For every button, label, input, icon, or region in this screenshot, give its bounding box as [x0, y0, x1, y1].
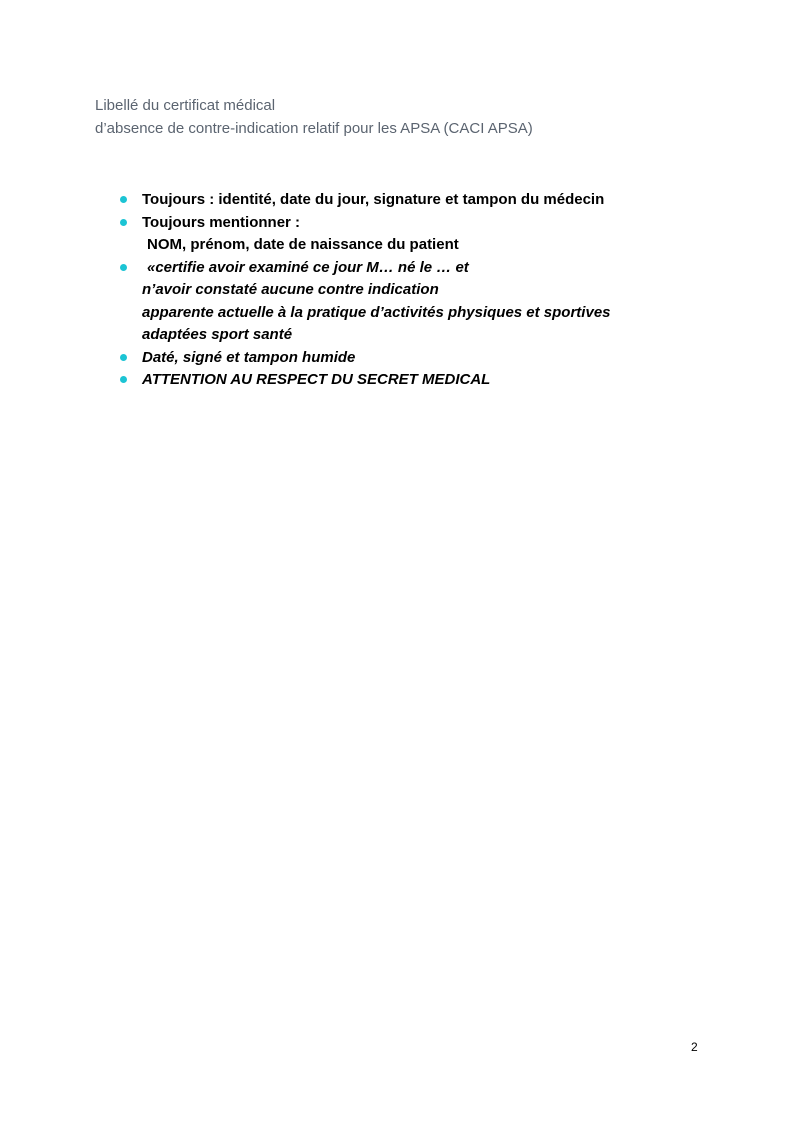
bullet-dot-icon: [120, 196, 127, 203]
list-item-text: Toujours mentionner :: [142, 213, 301, 231]
title-line-1: Libellé du certificat médical: [95, 97, 276, 114]
list-item: [120, 189, 611, 212]
list-item: [120, 212, 611, 257]
list-item-text: apparente actuelle à la pratique d’activités physiques et sportives: [142, 303, 611, 321]
list-item-text: Toujours : identité, date du jour, signature et tampon du médecin: [142, 191, 605, 208]
list-item: [120, 347, 611, 370]
bullet-dot-icon: [120, 219, 127, 226]
page-number: 2: [691, 1040, 698, 1054]
list-item-text: n’avoir constaté aucune contre indication: [142, 281, 439, 298]
page-title: [95, 94, 533, 140]
list-item-text: «certifie avoir examiné ce jour M… né le … et: [147, 258, 469, 276]
list-item-text: ATTENTION AU RESPECT DU SECRET MEDICAL: [142, 371, 491, 388]
list-item-text: Daté, signé et tampon humide: [142, 348, 356, 366]
bullet-dot-icon: [120, 264, 127, 271]
list-item: [120, 369, 611, 392]
list-item-text: NOM, prénom, date de naissance du patient: [147, 236, 459, 253]
bullet-dot-icon: [120, 354, 127, 361]
bullet-list: [120, 189, 611, 392]
title-line-2: d’absence de contre-indication relatif pour les APSA (CACI APSA): [95, 120, 533, 137]
bullet-dot-icon: [120, 376, 127, 383]
list-item: [120, 257, 611, 347]
list-item-text: adaptées sport santé: [142, 326, 293, 343]
